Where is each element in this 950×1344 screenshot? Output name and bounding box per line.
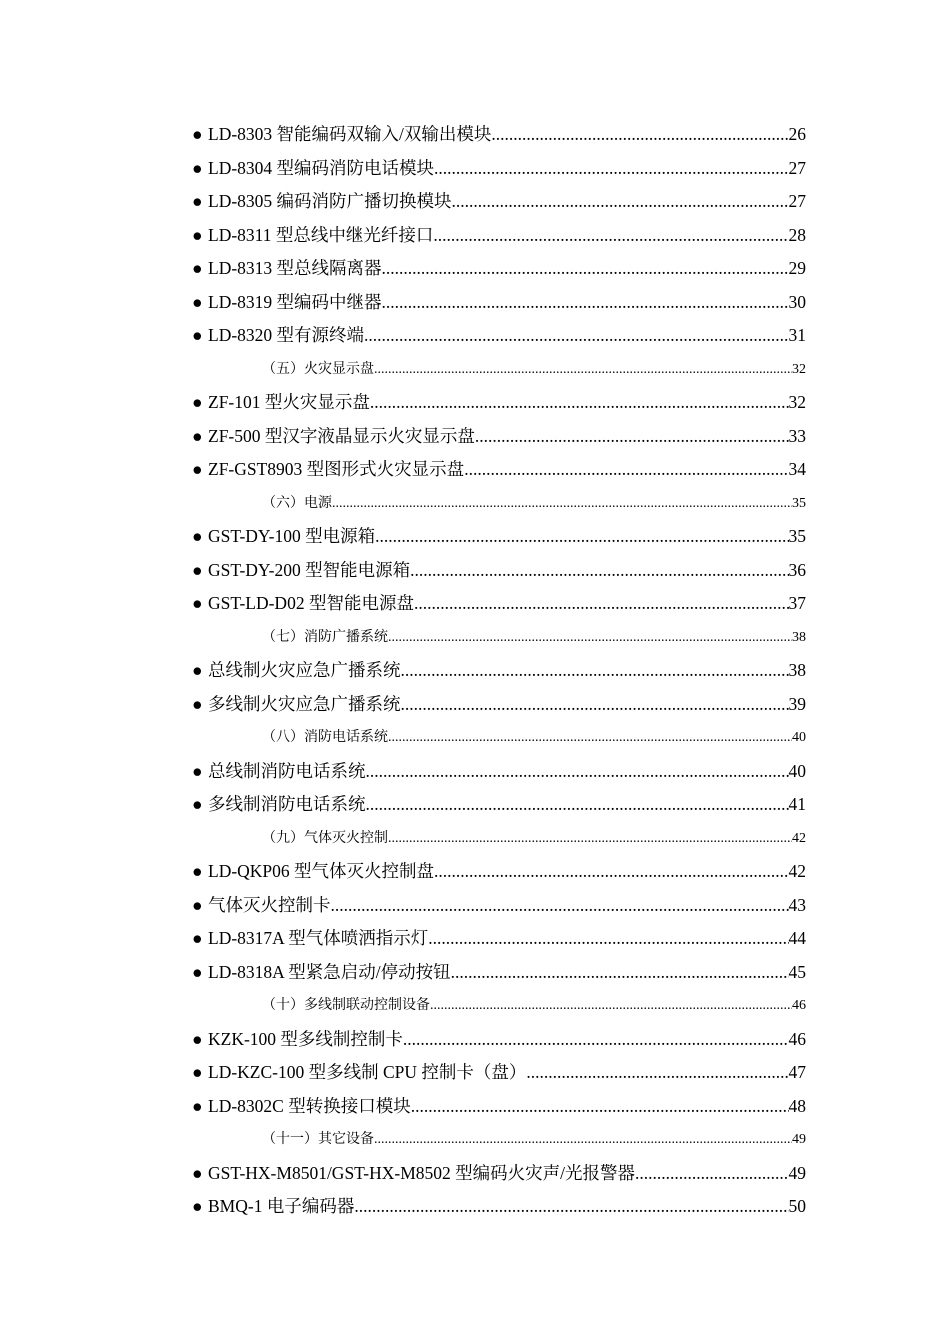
toc-entry-label: KZK-100 型多线制控制卡 [208, 1028, 403, 1049]
toc-section-heading[interactable] [192, 487, 806, 521]
toc-entry-label: ZF-101 型火灾显示盘 [208, 392, 370, 412]
bullet-icon: ● [192, 660, 203, 680]
toc-item[interactable] [192, 1023, 806, 1057]
bullet-icon: ● [192, 124, 203, 144]
toc-entry-label: ZF-GST8903 型图形式火灾显示盘 [208, 459, 465, 479]
toc-item[interactable] [192, 185, 806, 219]
toc-entry-label: （八）消防电话系统 [262, 730, 388, 745]
dot-leader [475, 420, 789, 454]
toc-entry-label: （六）电源 [262, 495, 332, 511]
dot-leader [374, 1123, 792, 1157]
toc-entry-label: GST-HX-M8501/GST-HX-M8502 型编码火灾声/光报警器 [208, 1162, 635, 1183]
bullet-icon: ● [192, 693, 203, 714]
bullet-icon: ● [192, 928, 203, 948]
dot-leader [388, 621, 792, 655]
toc-page-number: 40 [792, 730, 806, 745]
toc-entry-label: LD-8317A 型气体喷洒指示灯 [208, 928, 429, 948]
toc-page-number: 36 [788, 559, 806, 580]
toc-item[interactable] [192, 252, 806, 286]
toc-page-number: 48 [788, 1095, 806, 1116]
toc-page-number: 42 [792, 830, 806, 846]
toc-item[interactable] [192, 152, 806, 186]
toc-section-heading[interactable] [192, 721, 806, 755]
toc-page-number: 32 [792, 361, 806, 377]
toc-item[interactable] [192, 554, 806, 588]
dot-leader [452, 185, 789, 219]
toc-page-number: 46 [788, 1028, 806, 1049]
toc-item[interactable] [192, 755, 806, 789]
dot-leader [382, 252, 789, 286]
toc-entry-label: LD-8311 型总线中继光纤接口 [208, 224, 434, 245]
toc-item[interactable] [192, 319, 806, 353]
bullet-icon: ● [192, 861, 203, 881]
toc-item[interactable] [192, 286, 806, 320]
toc-page-number: 47 [788, 1062, 806, 1082]
bullet-icon: ● [192, 459, 203, 479]
toc-section-heading[interactable] [192, 822, 806, 856]
bullet-icon: ● [192, 794, 203, 814]
toc-page-number: 49 [788, 1162, 806, 1183]
dot-leader [366, 788, 789, 822]
toc-entry-label: BMQ-1 电子编码器 [208, 1196, 355, 1216]
dot-leader [364, 319, 788, 353]
toc-page-number: 39 [788, 693, 806, 714]
toc-page-number: 45 [788, 961, 806, 982]
dot-leader [428, 922, 788, 956]
bullet-icon: ● [192, 191, 203, 211]
toc-entry-label: （五）火灾显示盘 [262, 361, 374, 377]
dot-leader [388, 822, 792, 856]
dot-leader [374, 353, 792, 387]
bullet-icon: ● [192, 526, 203, 546]
bullet-icon: ● [192, 1095, 203, 1116]
dot-leader [433, 219, 788, 253]
toc-item[interactable] [192, 386, 806, 420]
toc-section-heading[interactable] [192, 353, 806, 387]
toc-page-number: 38 [788, 660, 806, 680]
toc-item[interactable] [192, 956, 806, 990]
toc-item[interactable] [192, 1056, 806, 1090]
toc-page-number: 31 [788, 325, 806, 345]
toc-item[interactable] [192, 219, 806, 253]
toc-item[interactable] [192, 1157, 806, 1191]
bullet-icon: ● [192, 291, 203, 312]
toc-item[interactable] [192, 520, 806, 554]
toc-page-number: 49 [792, 1132, 806, 1147]
toc-section-heading[interactable] [192, 1123, 806, 1157]
dot-leader [464, 453, 788, 487]
dot-leader [332, 487, 792, 521]
toc-page-number: 44 [788, 928, 806, 948]
toc-page-number: 40 [788, 760, 806, 781]
dot-leader [354, 1190, 788, 1224]
toc-entry-label: 多线制消防电话系统 [208, 794, 366, 814]
toc-page-number: 33 [788, 425, 806, 446]
bullet-icon: ● [192, 961, 203, 982]
dot-leader [434, 152, 788, 186]
toc-page-number: 46 [792, 998, 806, 1013]
bullet-icon: ● [192, 425, 203, 446]
bullet-icon: ● [192, 392, 203, 412]
dot-leader [403, 1023, 789, 1057]
toc-page-number: 30 [788, 291, 806, 312]
dot-leader [388, 721, 792, 755]
dot-leader [370, 386, 789, 420]
dot-leader [410, 554, 788, 588]
toc-page-number: 28 [788, 224, 806, 245]
bullet-icon: ● [192, 1062, 203, 1082]
toc-entry-label: 总线制火灾应急广播系统 [208, 660, 401, 680]
toc-entry-label: 气体灭火控制卡 [208, 894, 331, 915]
dot-leader [434, 855, 788, 889]
bullet-icon: ● [192, 1196, 203, 1216]
dot-leader [491, 118, 788, 152]
toc-page-number: 50 [788, 1196, 806, 1216]
toc-page-number: 41 [788, 794, 806, 814]
toc-item[interactable] [192, 654, 806, 688]
bullet-icon: ● [192, 258, 203, 278]
toc-page-number: 35 [792, 495, 806, 511]
toc-item[interactable] [192, 889, 806, 923]
toc-item[interactable] [192, 1090, 806, 1124]
toc-page-number: 34 [788, 459, 806, 479]
toc-item[interactable] [192, 453, 806, 487]
dot-leader [451, 956, 789, 990]
bullet-icon: ● [192, 760, 203, 781]
toc-entry-label: GST-DY-200 型智能电源箱 [208, 559, 411, 580]
dot-leader [331, 889, 789, 923]
dot-leader [366, 755, 789, 789]
toc-item[interactable] [192, 118, 806, 152]
toc-item[interactable] [192, 922, 806, 956]
toc-section-heading[interactable] [192, 621, 806, 655]
dot-leader [401, 654, 789, 688]
toc-entry-label: （十一）其它设备 [262, 1132, 374, 1147]
toc-page-number: 43 [788, 894, 806, 915]
toc-section-heading[interactable] [192, 989, 806, 1023]
toc-entry-label: LD-8304 型编码消防电话模块 [208, 157, 435, 178]
bullet-icon: ● [192, 1028, 203, 1049]
table-of-contents [192, 118, 806, 1224]
toc-page-number: 27 [788, 191, 806, 211]
toc-item[interactable] [192, 855, 806, 889]
dot-leader [526, 1056, 788, 1090]
toc-entry-label: （九）气体灭火控制 [262, 830, 388, 846]
toc-item[interactable] [192, 688, 806, 722]
toc-page-number: 42 [788, 861, 806, 881]
toc-page-number: 32 [788, 392, 806, 412]
toc-entry-label: GST-LD-D02 型智能电源盘 [208, 593, 414, 613]
dot-leader [430, 989, 792, 1023]
toc-page-number: 37 [788, 593, 806, 613]
toc-entry-label: （七）消防广播系统 [262, 629, 388, 645]
toc-item[interactable] [192, 420, 806, 454]
bullet-icon: ● [192, 325, 203, 345]
toc-entry-label: GST-DY-100 型电源箱 [208, 526, 376, 546]
toc-entry-label: LD-8320 型有源终端 [208, 325, 365, 345]
bullet-icon: ● [192, 224, 203, 245]
dot-leader [401, 688, 789, 722]
toc-entry-label: 总线制消防电话系统 [208, 760, 366, 781]
bullet-icon: ● [192, 157, 203, 178]
bullet-icon: ● [192, 1162, 203, 1183]
bullet-icon: ● [192, 593, 203, 613]
toc-entry-label: 多线制火灾应急广播系统 [208, 693, 401, 714]
toc-entry-label: LD-8313 型总线隔离器 [208, 258, 382, 278]
toc-entry-label: LD-8319 型编码中继器 [208, 291, 382, 312]
toc-item[interactable] [192, 788, 806, 822]
bullet-icon: ● [192, 559, 203, 580]
toc-page-number: 35 [788, 526, 806, 546]
dot-leader [414, 587, 789, 621]
dot-leader [382, 286, 789, 320]
toc-page-number: 29 [788, 258, 806, 278]
toc-entry-label: （十）多线制联动控制设备 [262, 998, 430, 1013]
toc-page-number: 27 [788, 157, 806, 178]
toc-item[interactable] [192, 1190, 806, 1224]
dot-leader [375, 520, 788, 554]
toc-entry-label: LD-QKP06 型气体灭火控制盘 [208, 861, 435, 881]
toc-item[interactable] [192, 587, 806, 621]
toc-entry-label: LD-KZC-100 型多线制 CPU 控制卡（盘） [208, 1062, 527, 1082]
toc-entry-label: ZF-500 型汉字液晶显示火灾显示盘 [208, 425, 475, 446]
toc-entry-label: LD-8305 编码消防广播切换模块 [208, 191, 452, 211]
bullet-icon: ● [192, 894, 203, 915]
dot-leader [411, 1090, 789, 1124]
toc-entry-label: LD-8302C 型转换接口模块 [208, 1095, 411, 1116]
dot-leader [635, 1157, 789, 1191]
toc-entry-label: LD-8318A 型紧急启动/停动按钮 [208, 961, 451, 982]
toc-page-number: 26 [788, 124, 806, 144]
toc-entry-label: LD-8303 智能编码双输入/双输出模块 [208, 124, 492, 144]
toc-page-number: 38 [792, 629, 806, 645]
